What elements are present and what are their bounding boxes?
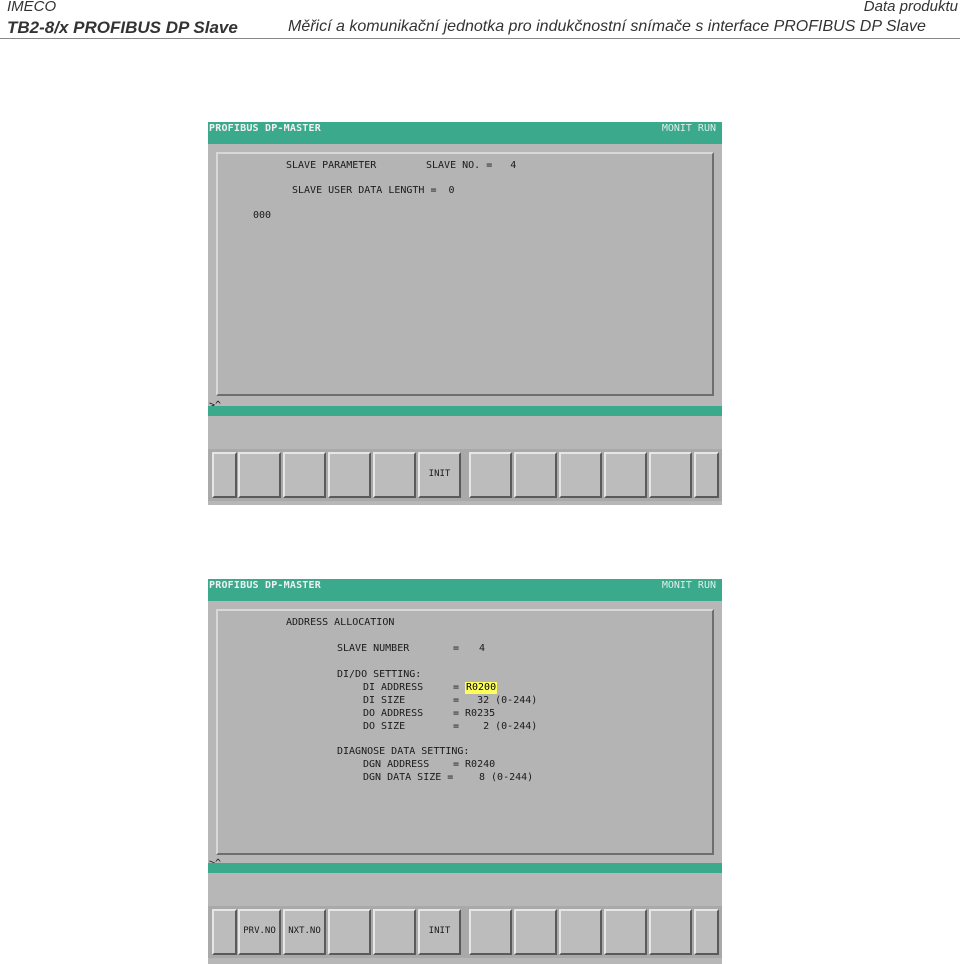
di-size-value[interactable]: = 32 (0-244) [453, 695, 538, 706]
softkey-9[interactable] [604, 452, 647, 498]
product-title: TB2-8/x PROFIBUS DP Slave [7, 18, 238, 37]
cnc-screen-slave-parameter [208, 122, 722, 505]
do-address-value[interactable]: = R0235 [453, 708, 496, 719]
softkey-8[interactable] [559, 909, 602, 955]
softkey-6[interactable] [469, 452, 512, 498]
softkey-4[interactable] [373, 452, 416, 498]
screen-title-bar [208, 122, 722, 144]
document-type: Data produktu [863, 0, 958, 15]
softkey-6[interactable] [469, 909, 512, 955]
softkey-3[interactable] [328, 452, 371, 498]
dgn-data-size-value[interactable]: 8 (0-244) [479, 772, 534, 783]
slave-number-eq: = [453, 643, 460, 654]
slave-parameter-label: SLAVE PARAMETER [286, 160, 377, 171]
do-address-label: DO ADDRESS [363, 708, 424, 719]
diagnose-data-setting-heading: DIAGNOSE DATA SETTING: [337, 746, 470, 757]
softkey-10[interactable] [649, 452, 692, 498]
softkey-next-number[interactable]: NXT.NO [283, 909, 326, 955]
company-name: IMECO [7, 0, 57, 15]
softkey-row [208, 906, 722, 958]
dgn-address-value[interactable]: = R0240 [453, 759, 496, 770]
softkey-7[interactable] [514, 452, 557, 498]
softkey-row [208, 449, 722, 501]
softkey-9[interactable] [604, 909, 647, 955]
header-divider [0, 38, 960, 39]
di-address-eq: = [453, 682, 460, 693]
slave-number-readout: SLAVE NO. = 4 [426, 160, 517, 171]
softkey-2[interactable] [283, 452, 326, 498]
softkey-init[interactable]: INIT [418, 452, 461, 498]
dgn-data-size-label: DGN DATA SIZE = [363, 772, 454, 783]
user-data-value[interactable]: 000 [253, 210, 272, 221]
dgn-address-label: DGN ADDRESS [363, 759, 430, 770]
command-bar [208, 406, 722, 416]
screen-title: PROFIBUS DP-MASTER [209, 580, 321, 591]
cnc-screen-address-allocation [208, 579, 722, 964]
slave-number-label: SLAVE NUMBER [337, 643, 410, 654]
slave-user-data-length: SLAVE USER DATA LENGTH = 0 [292, 185, 455, 196]
command-bar [208, 863, 722, 873]
softkey-left-arrow[interactable] [212, 909, 237, 955]
di-size-label: DI SIZE [363, 695, 406, 706]
mode-indicator: MONIT RUN [661, 123, 716, 134]
do-size-value[interactable]: = 2 (0-244) [453, 721, 538, 732]
softkey-4[interactable] [373, 909, 416, 955]
screen-title-bar [208, 579, 722, 601]
di-address-label: DI ADDRESS [363, 682, 424, 693]
product-description: Měřicí a komunikační jednotka pro indukčnostní snímače s interface PROFIBUS DP Slave [288, 18, 926, 35]
softkey-right-arrow[interactable] [694, 909, 719, 955]
softkey-left-arrow[interactable] [212, 452, 237, 498]
softkey-init[interactable]: INIT [418, 909, 461, 955]
address-allocation-heading: ADDRESS ALLOCATION [286, 617, 395, 628]
content-panel [216, 609, 714, 855]
softkey-prev-number[interactable]: PRV.NO [238, 909, 281, 955]
slave-number-value[interactable]: 4 [479, 643, 486, 654]
screen-title: PROFIBUS DP-MASTER [209, 123, 321, 134]
softkey-7[interactable] [514, 909, 557, 955]
mode-indicator: MONIT RUN [661, 580, 716, 591]
softkey-right-arrow[interactable] [694, 452, 719, 498]
softkey-3[interactable] [328, 909, 371, 955]
di-address-value[interactable]: R0200 [466, 682, 497, 693]
do-size-label: DO SIZE [363, 721, 406, 732]
document-header [0, 0, 960, 40]
softkey-1[interactable] [238, 452, 281, 498]
softkey-10[interactable] [649, 909, 692, 955]
content-panel [216, 152, 714, 396]
di-do-setting-heading: DI/DO SETTING: [337, 669, 422, 680]
softkey-8[interactable] [559, 452, 602, 498]
